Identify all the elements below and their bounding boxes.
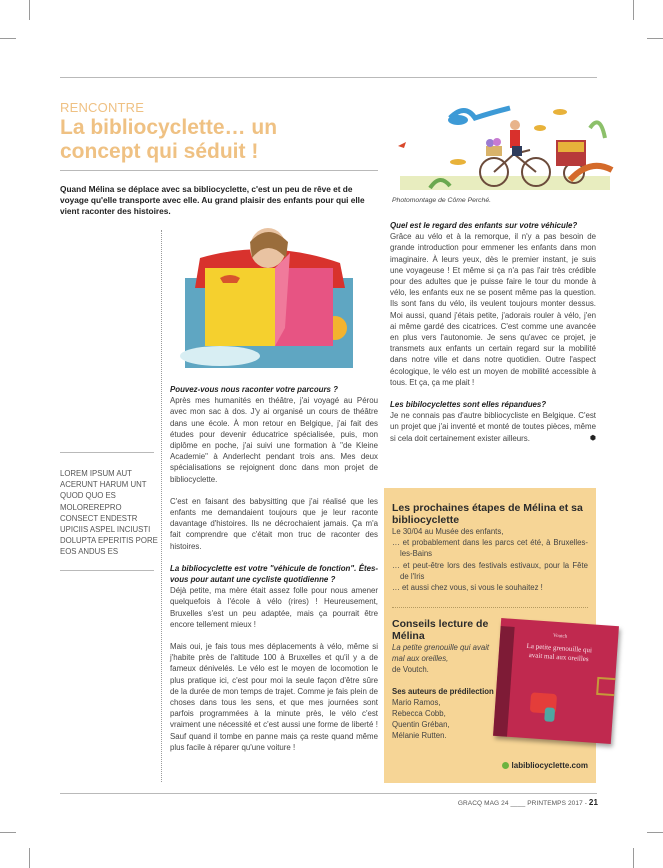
question: Pouvez-vous nous raconter votre parcours ? [170, 385, 338, 394]
bicycle-illustration [390, 88, 662, 198]
answer: Je ne connais pas d'autre bibliocycliste en Belgique. C'est un projet que j'ai inventé et monté de toutes pièces, même si cela doit certainement exister ailleurs. [390, 411, 596, 443]
book-cover [493, 618, 619, 744]
crop-mark [647, 38, 663, 39]
reading-title: Conseils lecture de Mélina [392, 618, 489, 642]
answer: Mais oui, je fais tous mes déplacements à vélo, même si j'habite près de l'altitude 100 à Bruxelles et qu'il y a de fameux dénivelés. Le vélo est le moyen de locomotion le plus pratique ici, c'est pour moi la seule façon d'être sûre de la durée de mon temps de trajet. Comme je fais plein de choses dans tous les sens, et que mes journées sont parfois programmées à la minute près, le vélo c'est vraiment une nécessité et c'est aussi une forme de liberté ! Sauf quand il tombe en panne mais ça reste quand même plus facile à réparer qu'une voiture ! [170, 642, 378, 752]
article-title: La bibliocyclette… un concept qui séduit ! [60, 116, 278, 163]
website-label[interactable]: labibliocyclette.com [511, 761, 588, 770]
box-item: … et aussi chez vous, si vous le souhaitez ! [392, 583, 543, 593]
crop-mark [0, 38, 16, 39]
crop-mark [633, 848, 634, 868]
author-item: Quentin Gréban, [392, 720, 450, 730]
question: Les bibilocyclettes sont elles répandues? [390, 400, 547, 410]
website-link[interactable] [502, 761, 588, 770]
author-item: Mario Ramos, [392, 697, 441, 707]
box-item: … et peut-être lors des festivals estivaux, pour la Fête de l'Iris [392, 560, 588, 581]
answer: Déjà petite, ma mère était assez folle pour nous amener quelquefois à l'école à vélo (rires) ! Heureusement, Bruxelles s'est un peu adaptée, mais ça pourrait être encore tellement mieux ! [170, 586, 378, 629]
article-lead: Quand Mélina se déplace avec sa bibliocyclette, c'est un peu de rêve et de voyage qu'elle transporte avec elle. Au grand plaisir des enfants pour qui elle vient raconter des histoires. [60, 184, 365, 216]
cover-frame [596, 677, 617, 696]
crop-mark [29, 0, 30, 20]
book-author: de Voutch. [392, 665, 429, 675]
column-right [390, 220, 596, 455]
box-divider [392, 607, 588, 608]
answer: Après mes humanités en théâtre, j'ai voyagé au Pérou avec mon sac à dos. J'y ai organisé un cours de théâtre dans une école. À mon retour en Belgique, j'ai fait des études pour devenir éducatrice spécialisée, puis, mon diplôme en poche, j'ai suivi une formation à "de Kleine Academie" à Anderlecht pendant trois ans. Mes deux spécialisations se rejoignent donc dans mon projet de bibliocyclette. [170, 396, 378, 484]
sidebar-rule-bottom [60, 570, 154, 571]
column-divider [161, 230, 162, 782]
footer-text: GRACQ MAG 24 ____ PRINTEMPS 2017 - [457, 800, 589, 807]
book-title: La petite grenouille qui avait mal aux oreilles, [392, 643, 490, 664]
page-footer [458, 798, 598, 807]
author-item: Mélanie Rutten. [392, 731, 447, 741]
column-left [170, 384, 378, 764]
crop-mark [633, 0, 634, 20]
sidebar-rule-top [60, 452, 154, 453]
top-rule [60, 77, 597, 78]
end-mark-icon: ⬢ [589, 434, 596, 442]
bottom-rule [60, 793, 597, 794]
box-item: … et probablement dans les parcs cet été, à Bruxelles-les-Bains [392, 538, 588, 559]
page-number: 21 [588, 798, 598, 807]
photo-caption: Photomontage de Côme Perché. [392, 197, 491, 204]
question: Quel est le regard des enfants sur votre véhicule? [390, 221, 578, 230]
authors-title: Ses auteurs de prédilection [392, 686, 494, 696]
answer: Grâce au vélo et à la remorque, il n'y a pas besoin de grande introduction pour emmener les enfants dans mon imaginaire. À leurs yeux, dès le premier instant, je suis une voyageuse ! Et même si ça n'a pas l'air très crédible pour des adultes que je puisse faire le tour du monde à vélo, les enfants eux ne se posent même pas la question. Ils sont fans du vélo, ils veulent toujours monter dessus. Moi aussi, quand j'étais petite, j'adorais rouler à vélo, j'en ai même gardé des cicatrices. C'est comme une avancée en plus vers l'autonomie. Je sens qu'avec ce projet, je transmets aux enfants un certain regard sur la mobilité dans notre ville et dans notre quotidien. Outre l'aspect écologique, le vélo est un moyen de mobilité accessible à tous. Et ça, ça me plait ! [390, 232, 596, 387]
melina-photo [180, 228, 356, 368]
box-item: Le 30/04 au Musée des enfants, [392, 527, 504, 536]
cover-frog [544, 707, 555, 722]
box-title: Les prochaines étapes de Mélina et sa bibliocyclette [392, 502, 583, 526]
title-rule [60, 170, 378, 171]
cover-author: Voutch [552, 633, 568, 640]
crop-mark [647, 832, 663, 833]
crop-mark [0, 832, 16, 833]
author-item: Rebecca Cobb, [392, 709, 446, 719]
link-icon [502, 762, 509, 769]
cover-title: La petite grenouille qui avait mal aux oreilles [526, 641, 593, 663]
crop-mark [29, 848, 30, 868]
sidebar-text: LOREM IPSUM AUT ACERUNT HARUM UNT QUOD QUO ES MOLOREREPRO CONSECT ENDESTR UPICIIS ASPEL INCIUSTI DOLUPTA EPERITIS PORE EOS ANDUS ES [60, 469, 158, 557]
answer: C'est en faisant des babysitting que j'ai réalisé que les enfants me demandaient toujours que je leur raconte davantage d'histoires. Ils ne décrochaient jamais. Ça m'a fait comprendre que c'était mon truc de raconter des histoires. [170, 496, 378, 551]
section-kicker: RENCONTRE [60, 100, 145, 115]
question: La bibliocyclette est votre "véhicule de fonction". Êtes-vous pour autant une cycliste quotidienne ? [170, 563, 378, 585]
